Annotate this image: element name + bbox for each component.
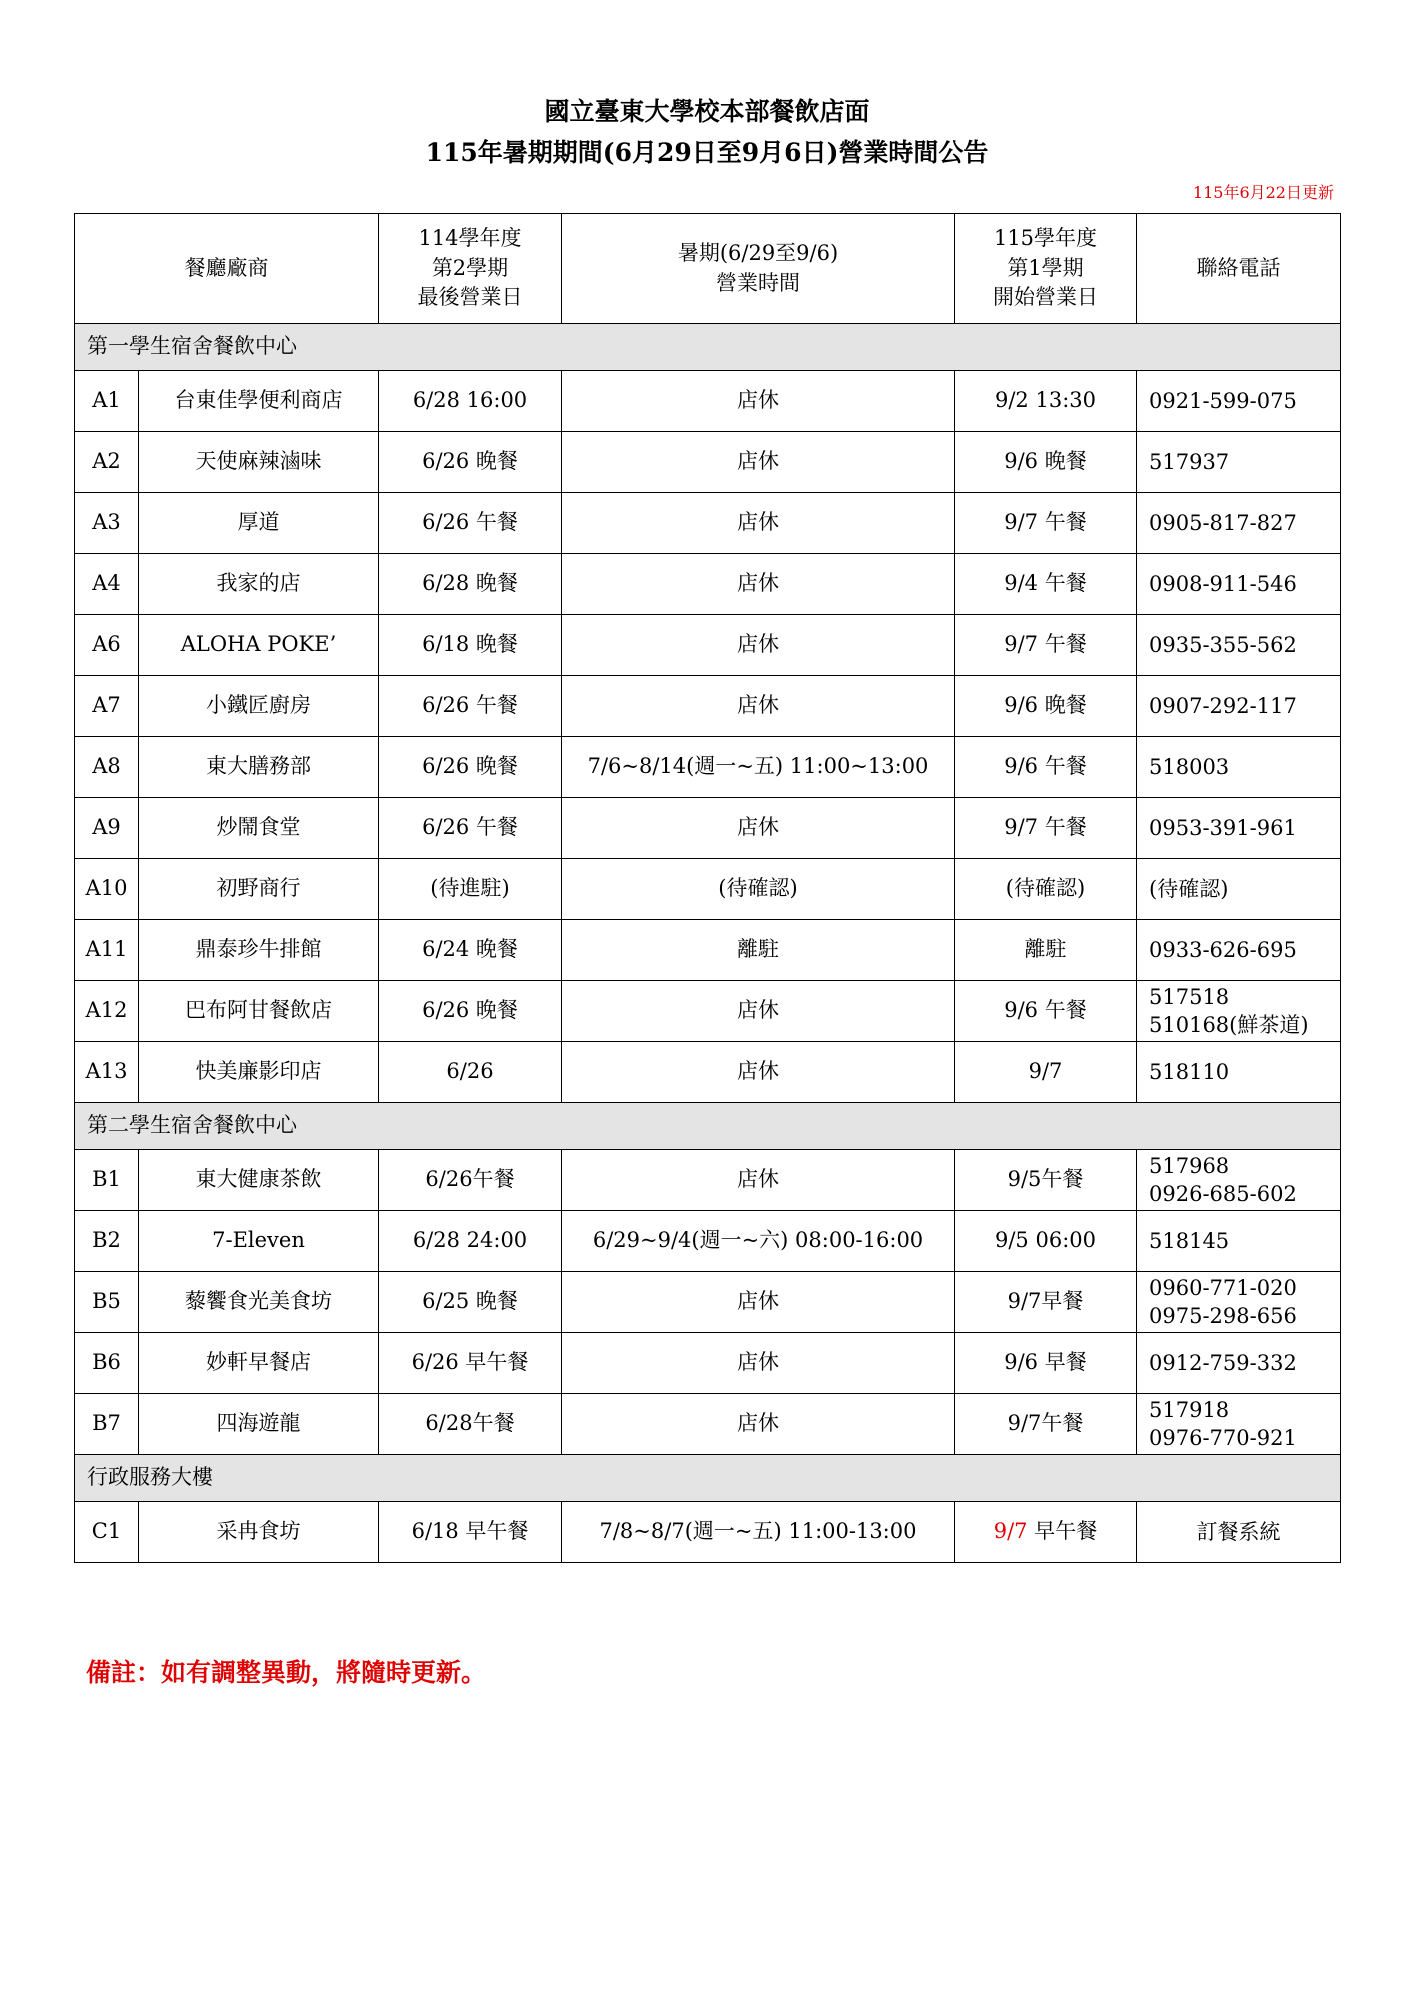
phone-line: 517968: [1149, 1153, 1230, 1178]
summer-hours: 店休: [562, 1042, 955, 1103]
summer-hours: 店休: [562, 1333, 955, 1394]
last-day: 6/28午餐: [379, 1394, 562, 1455]
summer-hours: 店休: [562, 1150, 955, 1211]
table-row: [75, 1042, 1341, 1103]
last-day: 6/25 晚餐: [379, 1272, 562, 1333]
phone-line: 517518: [1149, 984, 1230, 1009]
last-day: 6/26 午餐: [379, 493, 562, 554]
phone-line: 0905-817-827: [1149, 510, 1297, 535]
phone: [1137, 1211, 1341, 1272]
phone: [1137, 981, 1341, 1042]
table-row: [75, 1272, 1341, 1333]
vendor-name: 7-Eleven: [139, 1211, 379, 1272]
summer-hours: 6/29~9/4(週一~六) 08:00-16:00: [562, 1211, 955, 1272]
col-header-summer: [562, 214, 955, 324]
table-row: [75, 1333, 1341, 1394]
vendor-code: A4: [75, 554, 139, 615]
summer-hours: 離駐: [562, 920, 955, 981]
table-row: [75, 1502, 1341, 1563]
vendor-name: 我家的店: [139, 554, 379, 615]
start-day: 9/6 午餐: [955, 981, 1137, 1042]
section-row: [75, 1455, 1341, 1502]
start-day: 9/7午餐: [955, 1394, 1137, 1455]
phone: [1137, 1042, 1341, 1103]
summer-hours: 店休: [562, 1394, 955, 1455]
last-day: 6/28 16:00: [379, 371, 562, 432]
phone: [1137, 1394, 1341, 1455]
updated-date: 115年6月22日更新: [1192, 183, 1334, 202]
phone-line: 0976-770-921: [1149, 1426, 1297, 1450]
phone-line: 518145: [1149, 1228, 1230, 1253]
phone: [1137, 1150, 1341, 1211]
vendor-name: 小鐵匠廚房: [139, 676, 379, 737]
last-day: 6/26 午餐: [379, 676, 562, 737]
phone-line: 0912-759-332: [1149, 1350, 1297, 1375]
summer-hours: 店休: [562, 1272, 955, 1333]
vendor-name: ALOHA POKE’: [139, 615, 379, 676]
vendor-code: A7: [75, 676, 139, 737]
phone-line: 0960-771-020: [1149, 1275, 1297, 1300]
phone: [1137, 737, 1341, 798]
phone-line: 517937: [1149, 449, 1230, 474]
start-day: 9/6 晚餐: [955, 432, 1137, 493]
col-header-start-day-line: 開始營業日: [993, 285, 1098, 310]
summer-hours: 店休: [562, 615, 955, 676]
phone: [1137, 1272, 1341, 1333]
col-header-summer-line: 營業時間: [716, 270, 800, 295]
phone-line: 510168(鮮茶道): [1149, 1013, 1309, 1037]
vendor-name: 炒鬧食堂: [139, 798, 379, 859]
last-day: 6/28 晚餐: [379, 554, 562, 615]
start-day: 9/7 午餐: [955, 493, 1137, 554]
phone: [1137, 859, 1341, 920]
vendor-name: 天使麻辣滷味: [139, 432, 379, 493]
summer-hours: 店休: [562, 493, 955, 554]
vendor-code: B5: [75, 1272, 139, 1333]
vendor-code: A11: [75, 920, 139, 981]
phone-line: 518003: [1149, 754, 1230, 779]
footnote: 備註：如有調整異動，將隨時更新。: [86, 1658, 487, 1687]
phone-line: 0926-685-602: [1149, 1182, 1297, 1206]
vendor-code: A9: [75, 798, 139, 859]
phone: [1137, 676, 1341, 737]
vendor-code: A10: [75, 859, 139, 920]
col-header-summer-line: 暑期(6/29至9/6): [677, 241, 839, 266]
phone-line: 517918: [1149, 1397, 1230, 1422]
table-row: [75, 371, 1341, 432]
start-day: 9/6 晚餐: [955, 676, 1137, 737]
summer-hours: 店休: [562, 371, 955, 432]
phone: [1137, 371, 1341, 432]
phone-line: 0907-292-117: [1149, 693, 1297, 718]
summer-hours: 7/8~8/7(週一~五) 11:00-13:00: [562, 1502, 955, 1563]
vendor-code: A1: [75, 371, 139, 432]
summer-hours: 店休: [562, 798, 955, 859]
vendor-code: A8: [75, 737, 139, 798]
start-day: 9/7 午餐: [955, 615, 1137, 676]
phone: [1137, 554, 1341, 615]
phone-line: 0953-391-961: [1149, 815, 1297, 840]
summer-hours: (待確認): [562, 859, 955, 920]
section-title: 第一學生宿舍餐飲中心: [75, 324, 1341, 371]
last-day: 6/26 晚餐: [379, 981, 562, 1042]
start-day: 9/6 早餐: [955, 1333, 1137, 1394]
vendor-name: 鼎泰珍牛排館: [139, 920, 379, 981]
table-row: [75, 676, 1341, 737]
vendor-name: 采冉食坊: [139, 1502, 379, 1563]
start-day: 9/2 13:30: [955, 371, 1137, 432]
start-day: 離駐: [955, 920, 1137, 981]
summer-hours: 店休: [562, 554, 955, 615]
section-row: [75, 1103, 1341, 1150]
start-day: 9/5 06:00: [955, 1211, 1137, 1272]
last-day: 6/18 晚餐: [379, 615, 562, 676]
phone-line: 訂餐系統: [1196, 1519, 1281, 1544]
vendor-code: A2: [75, 432, 139, 493]
vendor-code: C1: [75, 1502, 139, 1563]
table-row: [75, 615, 1341, 676]
last-day: 6/18 早午餐: [379, 1502, 562, 1563]
last-day: 6/26: [379, 1042, 562, 1103]
header-row: [75, 214, 1341, 324]
table-row: [75, 432, 1341, 493]
vendor-name: 四海遊龍: [139, 1394, 379, 1455]
phone-line: 518110: [1149, 1059, 1230, 1084]
last-day: 6/26 晚餐: [379, 737, 562, 798]
col-header-phone: 聯絡電話: [1137, 214, 1341, 324]
col-header-start-day-line: 第1學期: [1007, 255, 1084, 280]
phone: [1137, 1502, 1341, 1563]
start-day-meal: 早午餐: [1027, 1519, 1098, 1544]
last-day: (待進駐): [379, 859, 562, 920]
section-row: [75, 324, 1341, 371]
vendor-code: A12: [75, 981, 139, 1042]
table-row: [75, 554, 1341, 615]
phone: [1137, 1333, 1341, 1394]
vendor-name: 東大膳務部: [139, 737, 379, 798]
table-row: [75, 859, 1341, 920]
phone-line: 0921-599-075: [1149, 388, 1297, 413]
table-row: [75, 1394, 1341, 1455]
last-day: 6/28 24:00: [379, 1211, 562, 1272]
vendor-name: 妙軒早餐店: [139, 1333, 379, 1394]
table-row: [75, 737, 1341, 798]
phone: [1137, 798, 1341, 859]
phone-line: (待確認): [1149, 876, 1229, 901]
start-day: [955, 1502, 1137, 1563]
vendor-code: B7: [75, 1394, 139, 1455]
col-header-last-day-line: 第2學期: [431, 255, 509, 280]
col-header-start-day-line: 115學年度: [993, 226, 1098, 251]
col-header-last-day-line: 最後營業日: [417, 285, 523, 310]
table-row: [75, 1150, 1341, 1211]
vendor-code: B2: [75, 1211, 139, 1272]
vendor-name: 台東佳學便利商店: [139, 371, 379, 432]
vendor-name: 東大健康茶飲: [139, 1150, 379, 1211]
summer-hours: 店休: [562, 676, 955, 737]
vendor-code: B6: [75, 1333, 139, 1394]
section-title: 行政服務大樓: [75, 1455, 1341, 1502]
vendor-name: 藜饗食光美食坊: [139, 1272, 379, 1333]
phone: [1137, 432, 1341, 493]
phone: [1137, 920, 1341, 981]
summer-hours: 店休: [562, 432, 955, 493]
last-day: 6/24 晚餐: [379, 920, 562, 981]
table-row: [75, 981, 1341, 1042]
table-row: [75, 493, 1341, 554]
vendor-name: 初野商行: [139, 859, 379, 920]
phone-line: 0908-911-546: [1149, 571, 1297, 596]
start-day-date-highlight: 9/7: [993, 1519, 1028, 1544]
vendor-code: B1: [75, 1150, 139, 1211]
table-row: [75, 798, 1341, 859]
phone-line: 0935-355-562: [1149, 632, 1297, 657]
start-day: 9/5午餐: [955, 1150, 1137, 1211]
vendor-code: A6: [75, 615, 139, 676]
start-day: 9/7: [955, 1042, 1137, 1103]
phone: [1137, 493, 1341, 554]
schedule-table: [74, 213, 1341, 1563]
title-line-2: 115年暑期期間(6月29日至9月6日)營業時間公告: [425, 138, 989, 167]
start-day: 9/6 午餐: [955, 737, 1137, 798]
last-day: 6/26 午餐: [379, 798, 562, 859]
last-day: 6/26 早午餐: [379, 1333, 562, 1394]
summer-hours: 店休: [562, 981, 955, 1042]
last-day: 6/26午餐: [379, 1150, 562, 1211]
phone: [1137, 615, 1341, 676]
phone-line: 0975-298-656: [1149, 1304, 1297, 1328]
table-row: [75, 920, 1341, 981]
vendor-code: A3: [75, 493, 139, 554]
col-header-last-day: [379, 214, 562, 324]
vendor-name: 快美廉影印店: [139, 1042, 379, 1103]
table-row: [75, 1211, 1341, 1272]
vendor-code: A13: [75, 1042, 139, 1103]
vendor-name: 厚道: [139, 493, 379, 554]
col-header-vendor: 餐廳廠商: [75, 214, 379, 324]
col-header-last-day-line: 114學年度: [418, 226, 522, 251]
section-title: 第二學生宿舍餐飲中心: [75, 1103, 1341, 1150]
start-day: 9/4 午餐: [955, 554, 1137, 615]
summer-hours: 7/6~8/14(週一~五) 11:00~13:00: [562, 737, 955, 798]
col-header-start-day: [955, 214, 1137, 324]
start-day: (待確認): [955, 859, 1137, 920]
last-day: 6/26 晚餐: [379, 432, 562, 493]
start-day: 9/7早餐: [955, 1272, 1137, 1333]
phone-line: 0933-626-695: [1149, 937, 1297, 962]
title-line-1: 國立臺東大學校本部餐飲店面: [544, 97, 870, 126]
start-day: 9/7 午餐: [955, 798, 1137, 859]
vendor-name: 巴布阿甘餐飲店: [139, 981, 379, 1042]
